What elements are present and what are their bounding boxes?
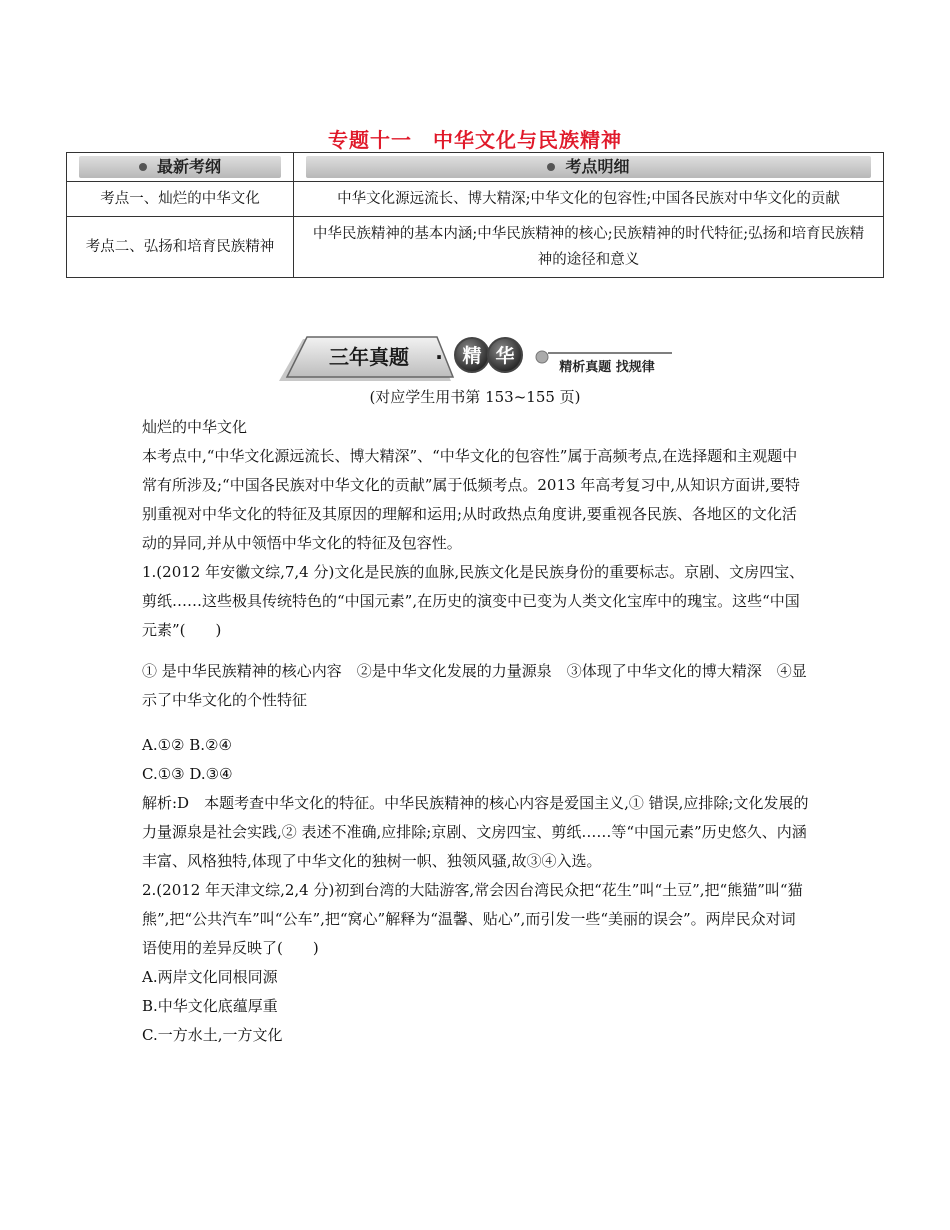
page-title: 专题十一 中华文化与民族精神: [328, 128, 622, 152]
banner-main-text: 三年真题: [329, 345, 409, 369]
banner-circle-2-text: 华: [495, 345, 515, 367]
banner-subtitle: 精析真题 找规律: [559, 360, 655, 375]
table-row: [67, 182, 884, 217]
banner-small-ball: [536, 351, 548, 363]
intro-paragraph: 本考点中,“中华文化源远流长、博大精深”、“中华文化的包容性”属于高频考点,在选择题和主观题中常有所涉及;“中国各民族对中华文化的贡献”属于低频考点。2013 年高考复习中,从知识方面讲,要特别重视对中华文化的特征及其原因的理解和运用;从时政热点角度讲,要重视各民族、各地区的文化活动的异同,并从中领悟中华文化的特征及包容性。: [142, 447, 800, 552]
bullet-icon: [139, 163, 147, 171]
syllabus-table: [66, 152, 884, 278]
question-2-option-a: A.两岸文化同根同源: [142, 968, 278, 986]
banner-dot: ·: [435, 345, 443, 369]
question-1-options-cd: C.①③ D.③④: [142, 765, 233, 783]
table-cell-detail: 中华文化源远流长、博大精深;中华文化的包容性;中国各民族对中华文化的贡献: [294, 182, 884, 217]
table-cell-point: 考点一、灿烂的中华文化: [67, 182, 294, 217]
section-banner: [277, 333, 677, 383]
page-reference: (对应学生用书第 153~155 页): [369, 388, 581, 406]
question-2-stem: 2.(2012 年天津文综,2,4 分)初到台湾的大陆游客,常会因台湾民众把“花生”叫“土豆”,把“熊猫”叫“猫熊”,把“公共汽车”叫“公车”,把“窝心”解释为“温馨、贴心”,而引发一些“美丽的误会”。两岸民众对词语使用的差异反映了( ): [142, 881, 803, 957]
question-1-analysis: 解析:D 本题考查中华文化的特征。中华民族精神的核心内容是爱国主义,① 错误,应排除;文化发展的力量源泉是社会实践,② 表述不准确,应排除;京剧、文房四宝、剪纸……等“中国元素”历史悠久、内涵丰富、风格独特,体现了中华文化的独树一帜、独领风骚,故③④入选。: [142, 794, 809, 870]
question-1-stem: 1.(2012 年安徽文综,7,4 分)文化是民族的血脉,民族文化是民族身份的重要标志。京剧、文房四宝、剪纸……这些极具传统特色的“中国元素”,在历史的演变中已变为人类文化宝库中的瑰宝。这些“中国元素”( ): [142, 563, 805, 639]
question-2-option-b: B.中华文化底蕴厚重: [142, 997, 278, 1015]
table-cell-point: 考点二、弘扬和培育民族精神: [67, 217, 294, 278]
question-1-options-ab: A.①② B.②④: [142, 736, 232, 754]
table-row: [67, 217, 884, 278]
table-header-syllabus: 最新考纲: [67, 153, 294, 182]
table-header-row: [67, 153, 884, 182]
main-content: [142, 413, 810, 1050]
question-1-statements: ① 是中华民族精神的核心内容 ②是中华文化发展的力量源泉 ③体现了中华文化的博大精深 ④显示了中华文化的个性特征: [142, 662, 807, 709]
question-2-option-c: C.一方水土,一方文化: [142, 1026, 283, 1044]
banner-circle-1-text: 精: [462, 345, 482, 367]
bullet-icon: [547, 163, 555, 171]
section-heading: 灿烂的中华文化: [142, 418, 248, 436]
table-cell-detail: 中华民族精神的基本内涵;中华民族精神的核心;民族精神的时代特征;弘扬和培育民族精神的途径和意义: [294, 217, 884, 278]
table-header-details: 考点明细: [294, 153, 884, 182]
